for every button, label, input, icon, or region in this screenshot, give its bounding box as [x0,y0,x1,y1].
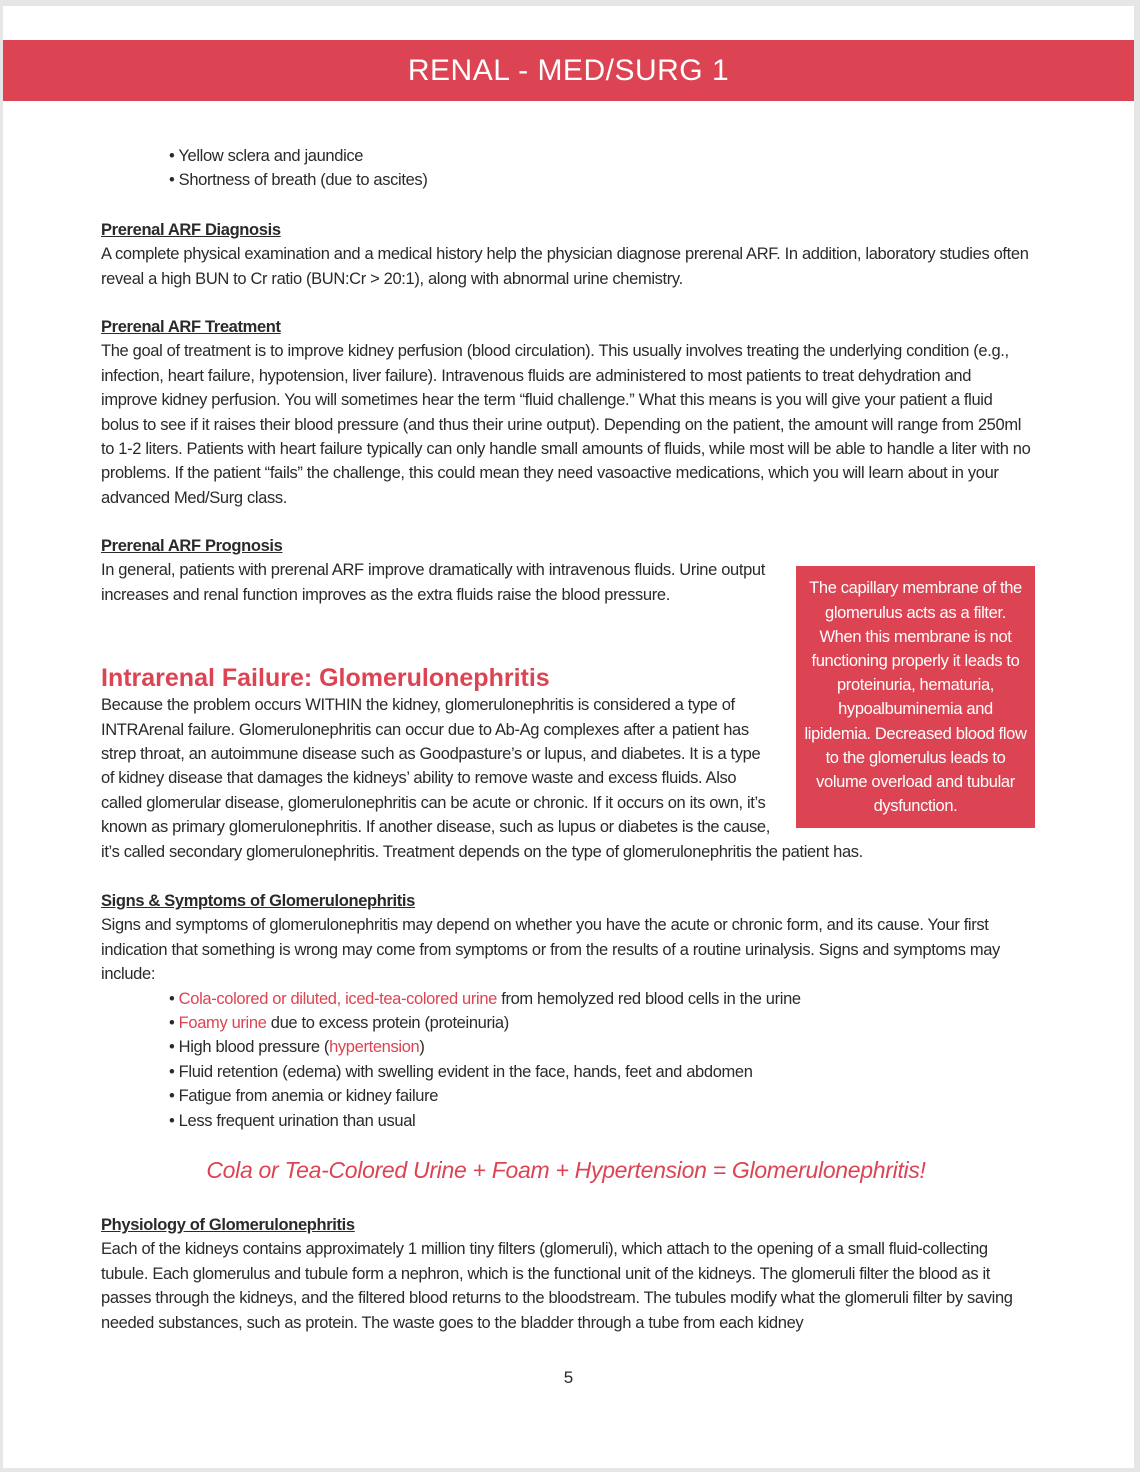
formula-callout: Cola or Tea-Colored Urine + Foam + Hypertension = Glomerulonephritis! [206,1157,926,1183]
callout-box: The capillary membrane of the glomerulus acts as a filter. When this membrane is not functioning properly it leads to proteinuria, hematuria, hypoalbuminemia and lipidemia. Decreased blood flow to the glomerulus leads to volume overload and tubular dysfunction. [796,566,1035,828]
section-heading: Signs & Symptoms of Glomerulonephritis [101,892,415,910]
symptom-list [101,987,1031,1133]
section-body: Because the problem occurs WITHIN the kidney, glomerulonephritis is considered a type of INTRArenal failure. Glomerulonephritis can occur due to Ab-Ag complexes after a patient has strep throat, an autoimmune disease such as Goodpasture’s or lupus, and diabetes. It is a type of kidney disease that damages the kidneys’ ability to remove waste and excess fluids. Also called glomerular disease, glomerulonephritis can be acute or chronic. If it occurs on its own, it’s known as primary glomerulonephritis. If another disease, such as lupus or diabetes is the cause, it’s called secondary glomerulonephritis. Treatment depends on the type of glomerulonephritis the patient has. [101,696,863,861]
physiology-section [101,1213,1031,1335]
list-item: • Fatigue from anemia or kidney failure [169,1084,1031,1108]
page-number: 5 [563,1368,574,1387]
list-item: • Yellow sclera and jaundice [169,144,1031,168]
section-heading: Prerenal ARF Diagnosis [101,221,281,239]
list-item: • Fluid retention (edema) with swelling evident in the face, hands, feet and abdomen [169,1060,1031,1084]
list-item: • Shortness of breath (due to ascites) [169,168,1031,192]
section-body: Each of the kidneys contains approximately 1 million tiny filters (glomeruli), which attach to the opening of a small fluid-collecting tubule. Each glomerulus and tubule form a nephron, which is the functional unit of the kidneys. The glomeruli filter the blood as it passes through the kidneys, and the filtered blood returns to the bloodstream. The tubules modify what the glomeruli filter by saving needed substances, such as protein. The waste goes to the bladder through a tube from each kidney [101,1240,1013,1332]
list-item: • Less frequent urination than usual [169,1109,1031,1133]
section-heading: Prerenal ARF Treatment [101,318,281,336]
list-item: • High blood pressure (hypertension) [169,1035,1031,1059]
section-heading: Prerenal ARF Prognosis [101,537,283,555]
section-heading: Physiology of Glomerulonephritis [101,1216,355,1234]
list-item: • Cola-colored or diluted, iced-tea-colored urine from hemolyzed red blood cells in the urine [169,987,1031,1011]
treatment-section [101,315,1031,510]
top-bullet-list [101,144,1031,193]
document-page [3,6,1134,1468]
section-body: A complete physical examination and a medical history help the physician diagnose prerenal ARF. In addition, laboratory studies often reveal a high BUN to Cr ratio (BUN:Cr > 20:1), along with abnormal urine chemistry. [101,245,1029,288]
section-body: The goal of treatment is to improve kidney perfusion (blood circulation). This usually involves treating the underlying condition (e.g., infection, heart failure, hypotension, liver failure). Intravenous fluids are administered to most patients to treat dehydration and improve kidney perfusion. You will sometimes hear the term “fluid challenge.” What this means is you will give your patient a fluid bolus to see if it raises their blood pressure (and thus their urine output). Depending on the patient, the amount will range from 250ml to 1-2 liters. Patients with heart failure typically can only handle small amounts of fluids, while most will be able to handle a liter with no problems. If the patient “fails” the challenge, this could mean they need vasoactive medications, which you will learn about in your advanced Med/Surg class. [101,342,1031,507]
section-body: In general, patients with prerenal ARF improve dramatically with intravenous fluids. Urine output increases and renal function improves as the extra fluids raise the blood pressure. [101,561,765,604]
intrarenal-heading: Intrarenal Failure: Glomerulonephritis [101,664,550,693]
list-item: • Foamy urine due to excess protein (proteinuria) [169,1011,1031,1035]
header-banner [3,40,1134,101]
prognosis-intrarenal-section [101,534,1031,864]
section-body: Signs and symptoms of glomerulonephritis may depend on whether you have the acute or chronic form, and its cause. Your first indication that something is wrong may come from symptoms or from the results of a routine urinalysis. Signs and symptoms may include: [101,916,1000,984]
diagnosis-section [101,218,1031,291]
signs-section [101,889,1031,1133]
page-header-title: RENAL - MED/SURG 1 [407,53,730,87]
